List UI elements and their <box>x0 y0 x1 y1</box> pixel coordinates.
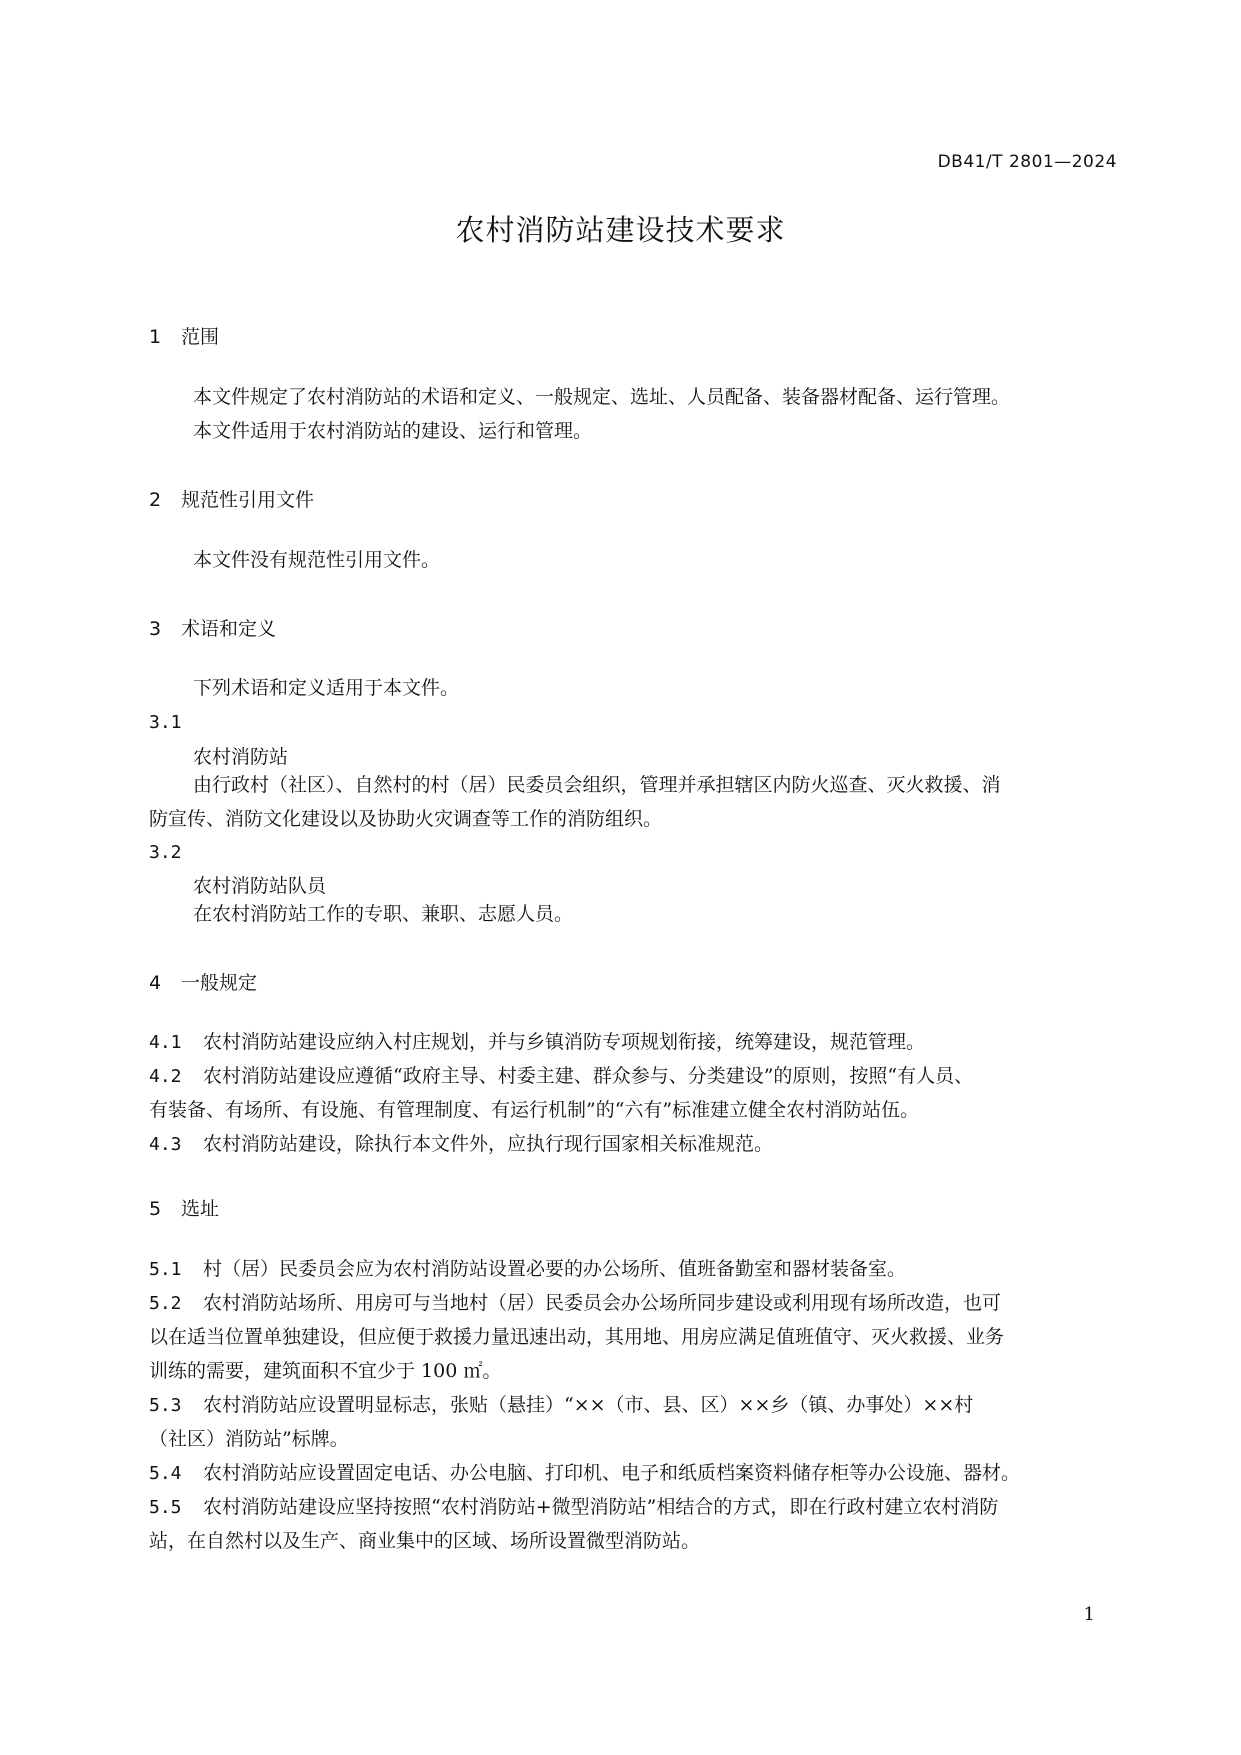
section-5-heading: 5 选址 <box>149 1198 220 1220</box>
section-1-heading: 1 范围 <box>149 326 220 348</box>
clause-5-1: 5.1 村（居）民委员会应为农村消防站设置必要的办公场所、值班备勤室和器材装备室。 <box>149 1258 907 1280</box>
section-3-para-1: 下列术语和定义适用于本文件。 <box>193 677 460 699</box>
page-number: 1 <box>1083 1604 1095 1625</box>
section-3-heading: 3 术语和定义 <box>149 618 277 640</box>
page-title: 农村消防站建设技术要求 <box>455 213 786 247</box>
clause-4-3: 4.3 农村消防站建设，除执行本文件外，应执行现行国家相关标准规范。 <box>149 1133 774 1155</box>
term-3-1-definition-line-1: 由行政村（社区）、自然村的村（居）民委员会组织，管理并承担辖区内防火巡查、灭火救援、消 <box>193 774 1001 796</box>
clause-5-3-line-2: （社区）消防站”标牌。 <box>149 1428 349 1450</box>
term-3-2-number: 3.2 <box>149 842 182 863</box>
section-4-heading: 4 一般规定 <box>149 972 258 994</box>
term-3-2-title: 农村消防站队员 <box>193 875 327 897</box>
clause-5-2-line-2: 以在适当位置单独建设，但应便于救援力量迅速出动，其用地、用房应满足值班值守、灭火救援、业务 <box>149 1326 1005 1348</box>
standard-number: DB41/T 2801—2024 <box>937 152 1117 172</box>
clause-5-2-line-1: 5.2 农村消防站场所、用房可与当地村（居）民委员会办公场所同步建设或利用现有场所改造，也可 <box>149 1292 1002 1314</box>
clause-5-4: 5.4 农村消防站应设置固定电话、办公电脑、打印机、电子和纸质档案资料储存柜等办公设施、器材。 <box>149 1462 1021 1484</box>
clause-5-2-line-3: 训练的需要，建筑面积不宜少于 100 ㎡。 <box>149 1360 502 1382</box>
clause-4-2-line-2: 有装备、有场所、有设施、有管理制度、有运行机制”的“六有”标准建立健全农村消防站伍。 <box>149 1099 920 1121</box>
section-2-para-1: 本文件没有规范性引用文件。 <box>193 549 441 571</box>
term-3-1-definition-line-2: 防宣传、消防文化建设以及协助火灾调查等工作的消防组织。 <box>149 808 663 830</box>
term-3-1-title: 农村消防站 <box>193 746 289 768</box>
term-3-2-definition: 在农村消防站工作的专职、兼职、志愿人员。 <box>193 903 574 925</box>
clause-5-5-line-1: 5.5 农村消防站建设应坚持按照“农村消防站+微型消防站”相结合的方式，即在行政村建立农村消防 <box>149 1496 999 1518</box>
section-1-para-2: 本文件适用于农村消防站的建设、运行和管理。 <box>193 420 593 442</box>
section-1-para-1: 本文件规定了农村消防站的术语和定义、一般规定、选址、人员配备、装备器材配备、运行管理。 <box>193 386 1011 408</box>
clause-5-5-line-2: 站，在自然村以及生产、商业集中的区域、场所设置微型消防站。 <box>149 1530 701 1552</box>
section-2-heading: 2 规范性引用文件 <box>149 489 315 511</box>
clause-4-1: 4.1 农村消防站建设应纳入村庄规划，并与乡镇消防专项规划衔接，统筹建设，规范管理。 <box>149 1031 926 1053</box>
term-3-1-number: 3.1 <box>149 712 182 733</box>
clause-5-3-line-1: 5.3 农村消防站应设置明显标志，张贴（悬挂）“××（市、县、区）××乡（镇、办事处）××村 <box>149 1394 974 1416</box>
clause-4-2-line-1: 4.2 农村消防站建设应遵循“政府主导、村委主建、群众参与、分类建设”的原则，按照“有人员、 <box>149 1065 974 1087</box>
